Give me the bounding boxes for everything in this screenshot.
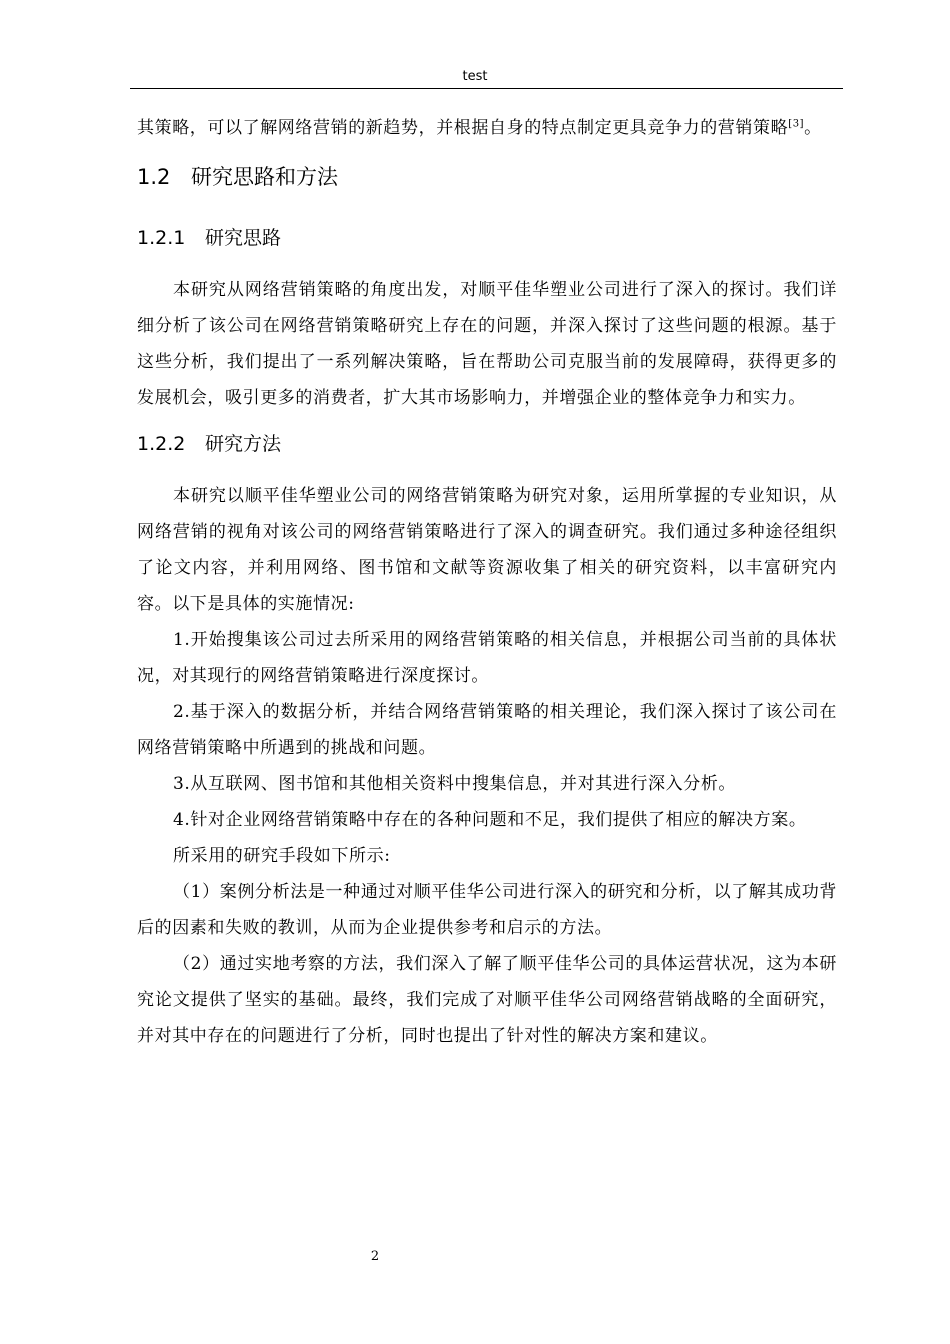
intro-text: 其策略，可以了解网络营销的新趋势，并根据自身的特点制定更具竞争力的营销策略 [137,118,789,138]
subsection-heading-1-2-1 [137,224,837,252]
subsection-heading-1-2-2 [137,430,837,458]
paragraph-ideas: 本研究从网络营销策略的角度出发，对顺平佳华塑业公司进行了深入的探讨。我们详细分析了该公司在网络营销策略研究上存在的问题，并深入探讨了这些问题的根源。基于这些分析，我们提出了一系列解决策略，旨在帮助公司克服当前的发展障碍，获得更多的发展机会，吸引更多的消费者，扩大其市场影响力，并增强企业的整体竞争力和实力。 [137,280,837,408]
paragraph-step-3: 3.从互联网、图书馆和其他相关资料中搜集信息，并对其进行深入分析。 [173,774,737,794]
paragraph-methods-intro: 本研究以顺平佳华塑业公司的网络营销策略为研究对象，运用所掌握的专业知识，从网络营销的视角对该公司的网络营销策略进行了深入的调查研究。我们通过多种途径组织了论文内容，并利用网络、图书馆和文献等资源收集了相关的研究资料，以丰富研究内容。以下是具体的实施情况: [137,486,837,614]
subsection-title: 研究方法 [205,433,282,455]
subsection-number: 1.2.2 [137,433,186,455]
paragraph-step-1: 1.开始搜集该公司过去所采用的网络营销策略的相关信息，并根据公司当前的具体状况，对其现行的网络营销策略进行深度探讨。 [137,630,837,686]
subsection-number: 1.2.1 [137,227,186,249]
section-number: 1.2 [137,165,171,189]
paragraph-means-intro: 所采用的研究手段如下所示: [173,846,391,866]
paragraph-means-1: （1）案例分析法是一种通过对顺平佳华公司进行深入的研究和分析，以了解其成功背后的因素和失败的教训，从而为企业提供参考和启示的方法。 [137,882,837,938]
paragraph-step-4: 4.针对企业网络营销策略中存在的各种问题和不足，我们提供了相应的解决方案。 [173,810,807,830]
section-title: 研究思路和方法 [191,165,338,189]
intro-end: 。 [804,118,822,138]
paragraph-step-2: 2.基于深入的数据分析，并结合网络营销策略的相关理论，我们深入探讨了该公司在网络营销策略中所遇到的挑战和问题。 [137,702,837,758]
page-header: test [462,69,488,84]
intro-continuation [137,110,837,146]
citation-ref[interactable]: [3] [788,118,805,130]
paragraph-means-2: （2）通过实地考察的方法，我们深入了解了顺平佳华公司的具体运营状况，这为本研究论文提供了坚实的基础。最终，我们完成了对顺平佳华公司网络营销战略的全面研究，并对其中存在的问题进行了分析，同时也提出了针对性的解决方案和建议。 [137,954,837,1046]
page-number: 2 [370,1249,380,1264]
document-body [137,110,837,1054]
subsection-title: 研究思路 [205,227,282,249]
header-divider [130,88,843,89]
section-heading-1-2 [137,162,837,192]
